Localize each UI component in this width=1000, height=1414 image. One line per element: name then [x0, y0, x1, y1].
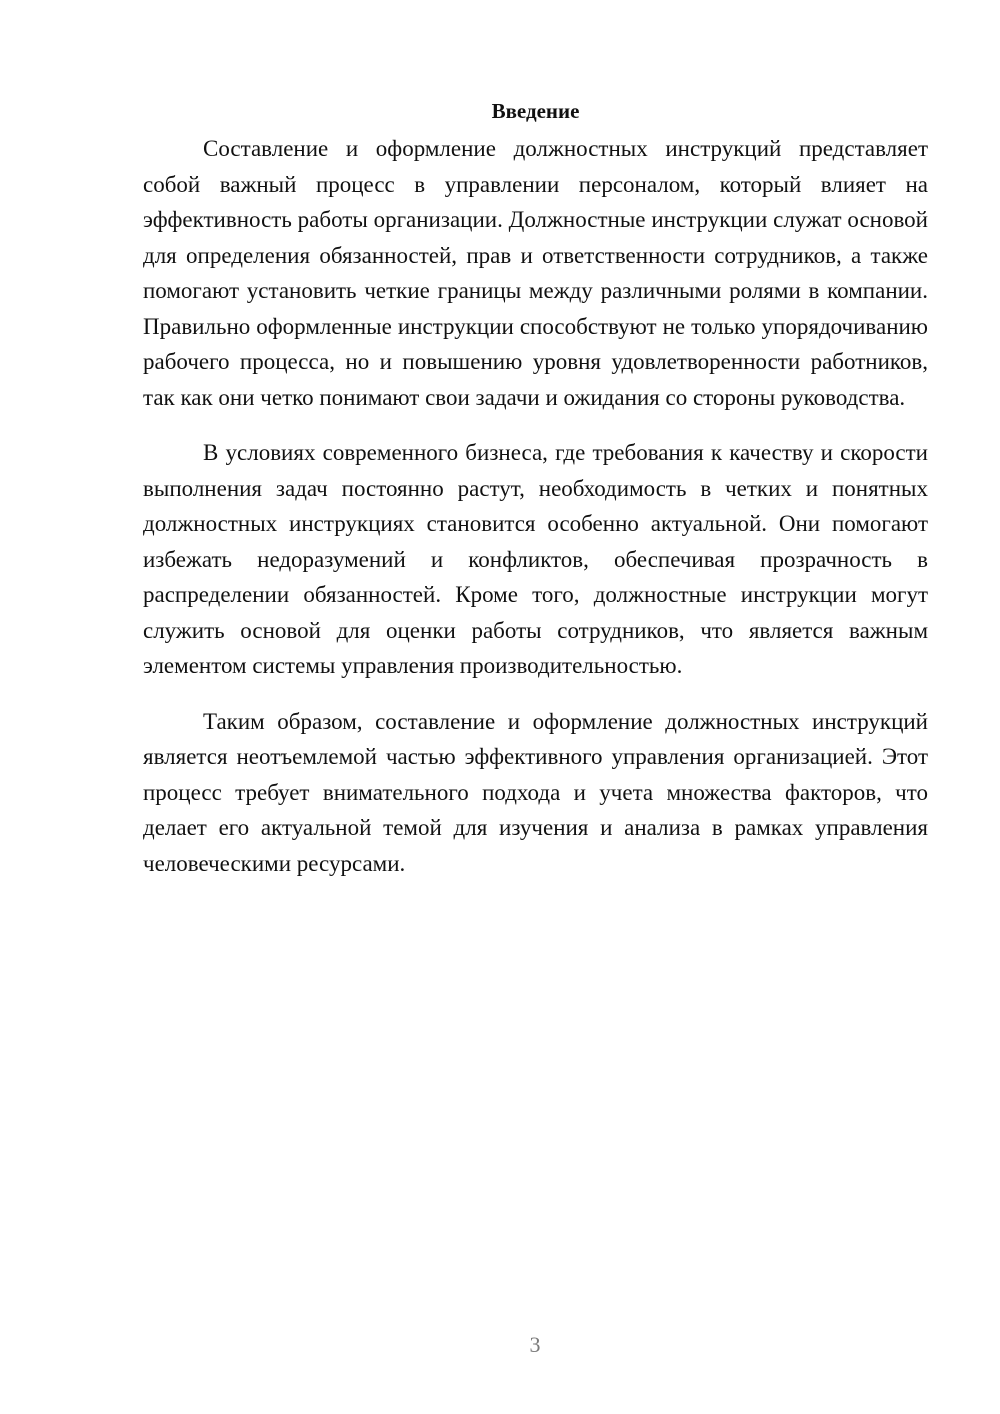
page-content: [143, 96, 928, 881]
paragraph-3: Таким образом, составление и оформление должностных инструкций является неотъемлемой частью эффективного управления организацией. Этот процесс требует внимательного подхода и учета множества факторов, что делает его актуальной темой для изучения и анализа в рамках управления человеческими ресурсами.: [143, 708, 928, 876]
paragraph-2: В условиях современного бизнеса, где требования к качеству и скорости выполнения задач постоянно растут, необходимость в четких и понятных должностных инструкциях становится особенно актуальной. Они помогают избежать недоразумений и конфликтов, обеспечивая прозрачность в распределении обязанностей. Кроме того, должностные инструкции могут служить основой для оценки работы сотрудников, что является важным элементом системы управления производительностью.: [143, 440, 928, 678]
page-title: Введение: [491, 99, 580, 123]
page-number: 3: [529, 1332, 541, 1357]
paragraph-1: Составление и оформление должностных инструкций представляет собой важный процесс в управлении персоналом, который влияет на эффективность работы организации. Должностные инструкции служат основой для определения обязанностей, прав и ответственности сотрудников, а также помогают установить четкие границы между различными ролями в компании. Правильно оформленные инструкции способствуют не только упорядочиванию рабочего процесса, но и повышению уровня удовлетворенности работников, так как они четко понимают свои задачи и ожидания со стороны руководства.: [143, 136, 928, 410]
